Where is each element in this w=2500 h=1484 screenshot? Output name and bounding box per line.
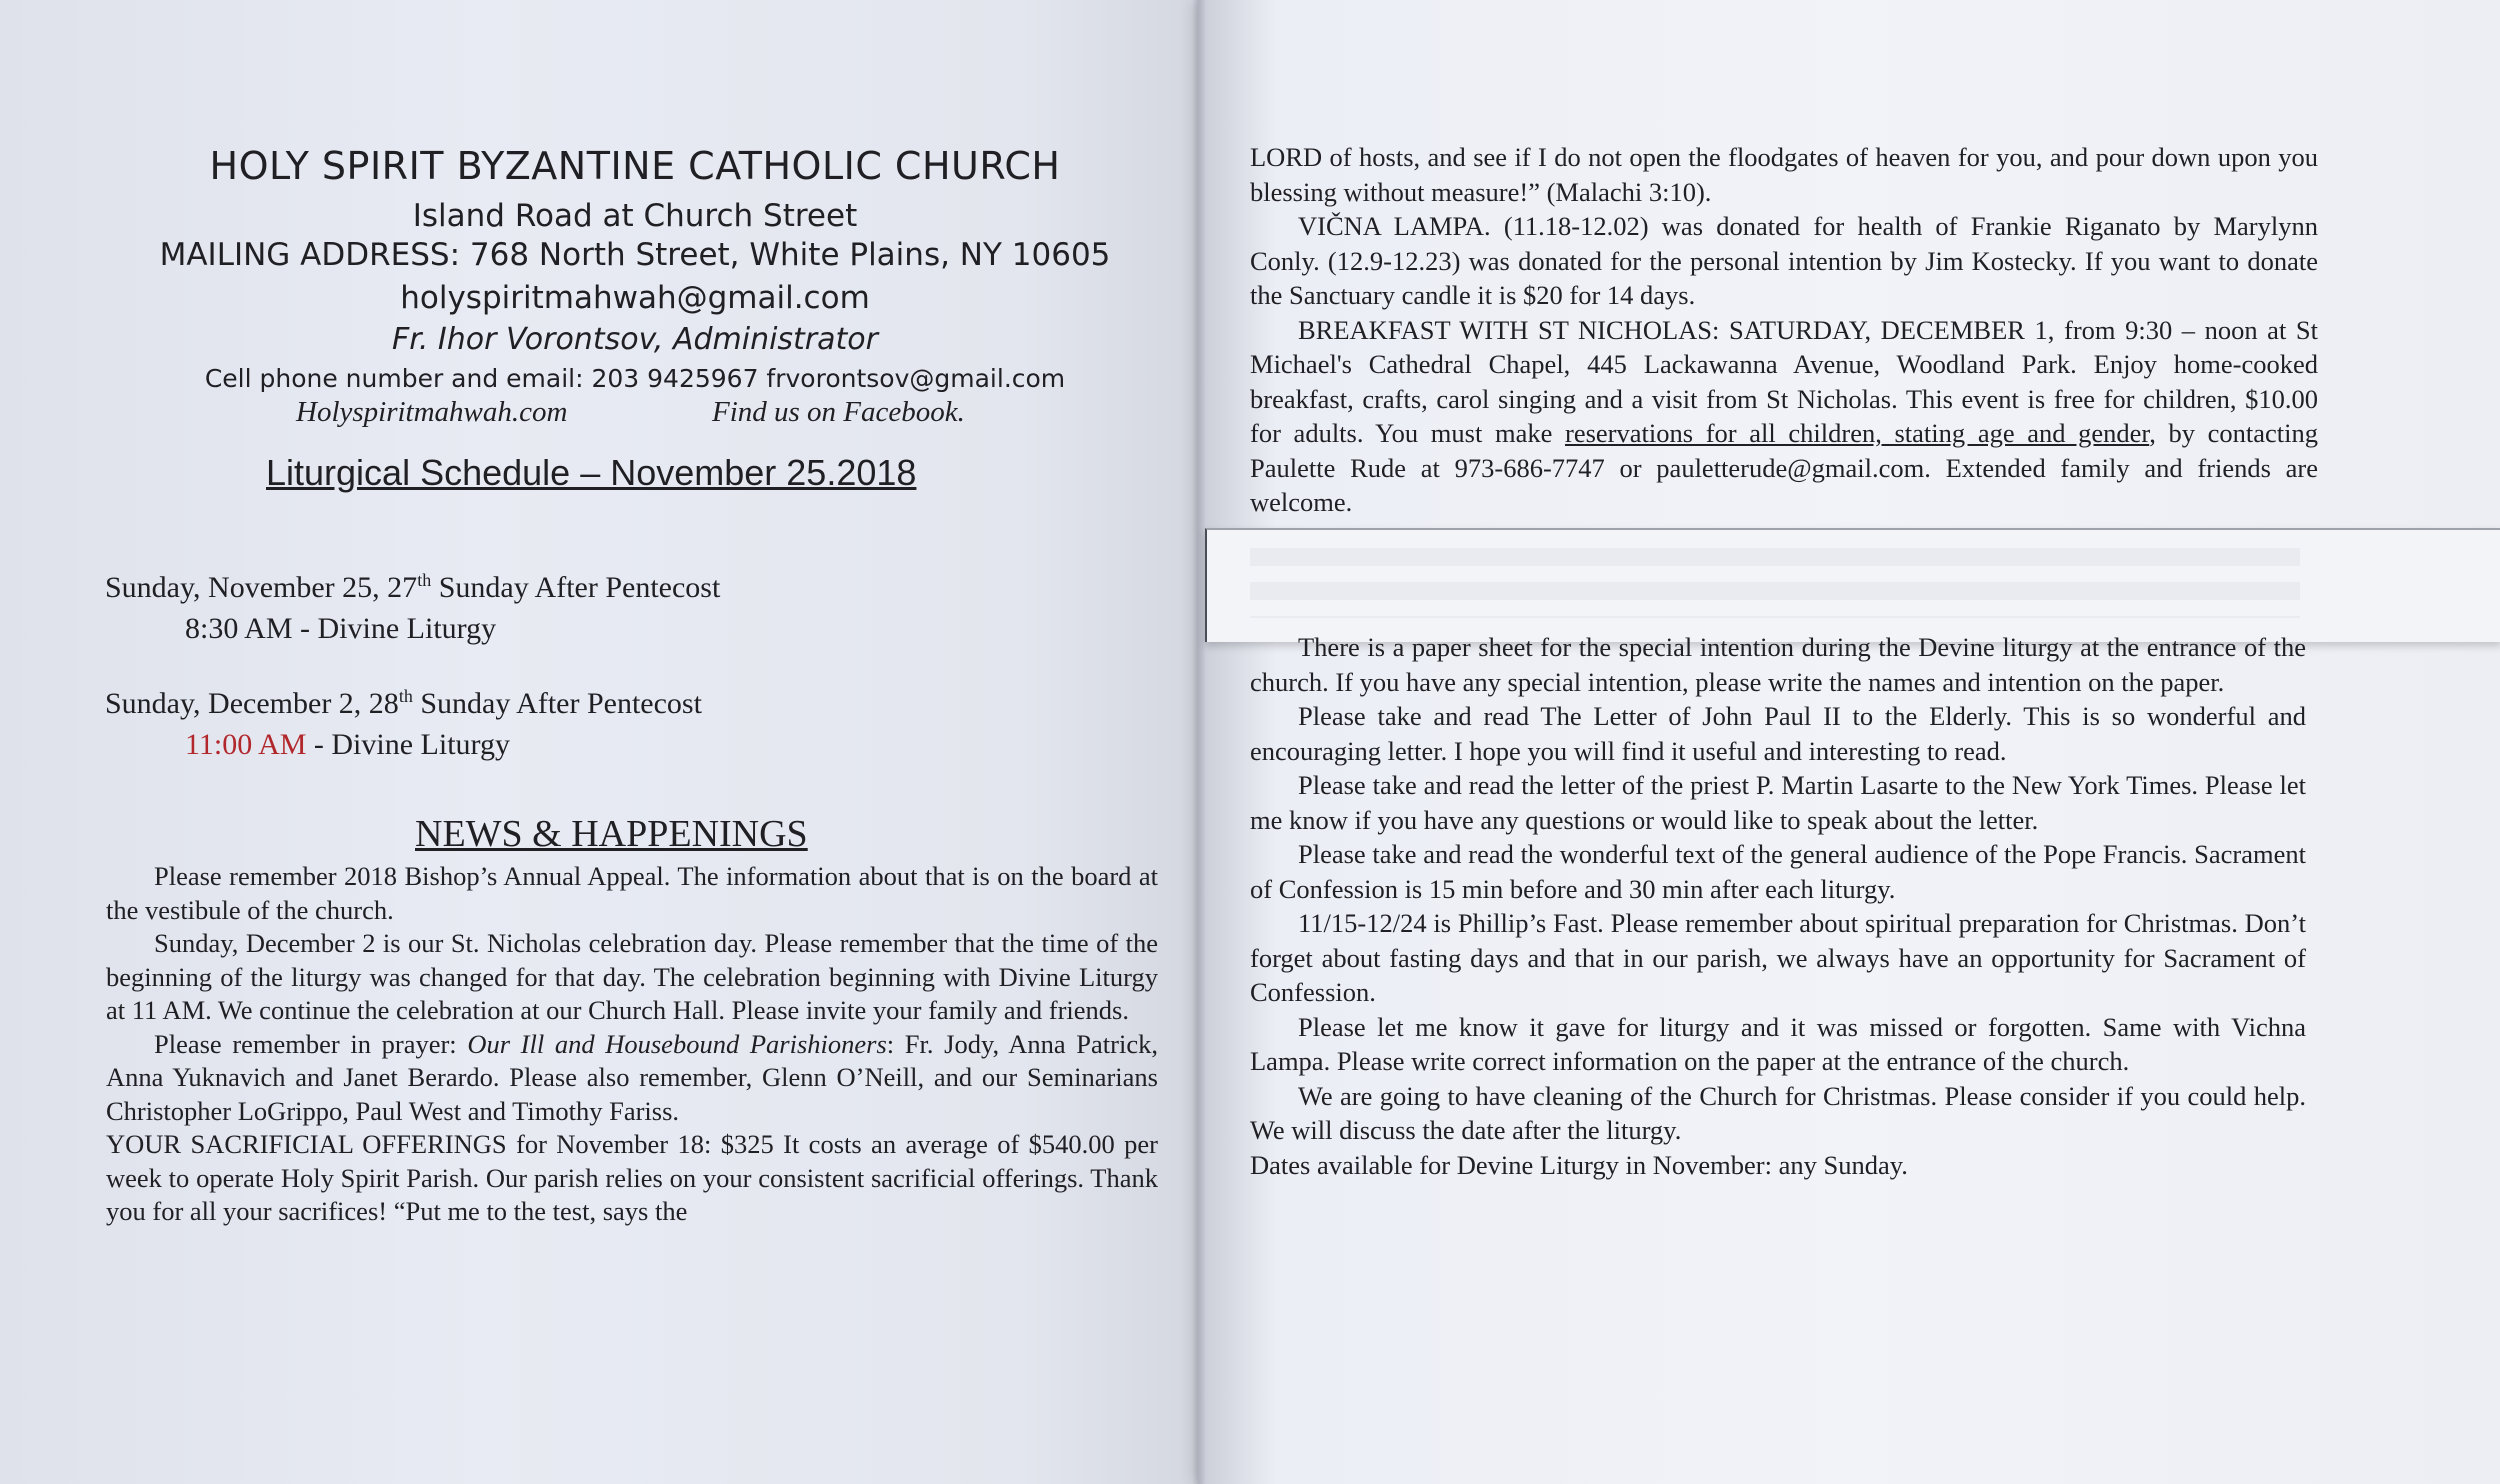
- breakfast-contact: , by contacting Paulette Rude at 973-686-7747 or pauletterude@gmail.com. Extended family and friends are welcome.: [1250, 418, 2319, 517]
- parish-email: holyspiritmahwah@gmail.com: [400, 280, 870, 316]
- continued-body: [1250, 140, 2318, 520]
- news-paragraph-st-nicholas: Sunday, December 2 is our St. Nicholas celebration day. Please remember that the time of the beginning of the liturgy was changed for that day. The celebration beginning with Divine Liturgy at 11 AM. We continue the celebration at our Church Hall. Please invite your family and friends.: [106, 928, 1158, 1025]
- lasarte-letter-paragraph: Please take and read the letter of the priest P. Martin Lasarte to the New York Times. Please let me know if you have any questions or would like to speak about the letter.: [1250, 770, 2306, 835]
- malachi-quote: LORD of hosts, and see if I do not open the floodgates of heaven for you, and pour down upon you blessing without measure!” (Malachi 3:10).: [1250, 142, 2318, 207]
- schedule-entry-2: [105, 686, 702, 721]
- schedule-service-1: [185, 612, 496, 646]
- prayer-lead: Please remember in prayer:: [154, 1028, 468, 1059]
- administrator: Fr. Ihor Vorontsov, Administrator: [392, 322, 878, 357]
- news-body: [106, 860, 1158, 1229]
- pope-francis-paragraph: Please take and read the wonderful text of the general audience of the Pope Francis. Sacrament of Confession is 15 min before and 30 min after each liturgy.: [1250, 839, 2306, 904]
- service-name: - Divine Liturgy: [306, 728, 510, 761]
- schedule-occasion: Sunday After Pentecost: [431, 571, 721, 604]
- schedule-title: Liturgical Schedule – November 25.2018: [266, 452, 917, 493]
- news-title: NEWS & HAPPENINGS: [415, 813, 808, 855]
- news-paragraph-offerings: YOUR SACRIFICIAL OFFERINGS for November 18: $325 It costs an average of $540.00 per week to operate Holy Spirit Parish. Our parish relies on your consistent sacrificial offerings. Thank you for all your sacrifices! “Put me to the test, says the: [106, 1129, 1158, 1226]
- ordinal-suffix: th: [417, 570, 432, 590]
- schedule-entry-1: [105, 570, 720, 605]
- news-paragraph-prayer: [106, 1028, 1158, 1129]
- john-paul-letter-paragraph: Please take and read The Letter of John Paul II to the Elderly. This is so wonderful and encouraging letter. I hope you will find it useful and interesting to read.: [1250, 701, 2306, 766]
- facebook-link: Find us on Facebook.: [712, 396, 965, 428]
- church-name: HOLY SPIRIT BYZANTINE CATHOLIC CHURCH: [209, 144, 1061, 188]
- breakfast-details: BREAKFAST WITH ST NICHOLAS: SATURDAY, DECEMBER 1, from 9:30 – noon at St Michael's Cathedral Chapel, 445 Lackawanna Avenue, Woodland Park. Enjoy home-cooked breakfast, crafts, carol singing and a visit from St Nicholas. This event is free for children, $10.00 for adults. You must make: [1250, 314, 2318, 448]
- service-name: - Divine Liturgy: [292, 612, 497, 645]
- mailing-address: MAILING ADDRESS: 768 North Street, White Plains, NY 10605: [159, 237, 1111, 273]
- prayer-heading: Our Ill and Housebound Parishioners: [467, 1028, 887, 1059]
- missed-liturgy-paragraph: Please let me know it gave for liturgy and it was missed or forgotten. Same with Vichna Lampa. Please write correct information on the paper at the entrance of the church.: [1250, 1011, 2306, 1076]
- news-paragraph-appeal: Please remember 2018 Bishop’s Annual Appeal. The information about that is on the board at the vestibule of the church.: [106, 861, 1158, 925]
- phillips-fast-paragraph: 11/15-12/24 is Phillip’s Fast. Please remember about spiritual preparation for Christmas. Don’t forget about fasting days and that in our parish, we always have an opportunity for Sacrament of Confession.: [1250, 908, 2306, 1007]
- bleed-through-text: [1250, 548, 2300, 618]
- breakfast-paragraph: [1250, 313, 2318, 520]
- prayer-names: : Fr. Jody, Anna Patrick, Anna Yuknavich and Janet Berardo. Please also remember, Glenn O’Neill, and our Seminarians Christopher LoGrippo, Paul West and Timothy Fariss.: [106, 1028, 1158, 1126]
- schedule-day: Sunday, November 25, 27: [105, 571, 418, 604]
- reservation-note: reservations for all children, stating age and gender: [1565, 418, 2150, 448]
- vicna-lampa-paragraph: VIČNA LAMPA. (11.18-12.02) was donated for health of Frankie Riganato by Marylynn Conly. (12.9-12.23) was donated for the personal intention by Jim Kostecky. If you want to donate the Sanctuary candle it is $20 for 14 days.: [1250, 211, 2318, 310]
- schedule-service-2: [185, 728, 510, 762]
- schedule-day: Sunday, December 2, 28: [105, 687, 399, 720]
- special-intention-paragraph: There is a paper sheet for the special intention during the Devine liturgy at the entrance of the church. If you have any special intention, please write the names and intention on the paper.: [1250, 632, 2306, 697]
- church-cleaning-paragraph: We are going to have cleaning of the Church for Christmas. Please consider if you could help. We will discuss the date after the liturgy.: [1250, 1080, 2306, 1145]
- website: Holyspiritmahwah.com: [296, 396, 568, 428]
- lower-body: [1250, 630, 2306, 1182]
- cell-contact: Cell phone number and email: 203 9425967 frvorontsov@gmail.com: [204, 364, 1066, 393]
- schedule-occasion: Sunday After Pentecost: [412, 687, 702, 720]
- service-time-highlight: 11:00 AM: [185, 728, 307, 761]
- available-dates-line: Dates available for Devine Liturgy in November: any Sunday.: [1250, 1149, 1908, 1180]
- ordinal-suffix: th: [398, 686, 413, 706]
- service-time: 8:30 AM: [185, 612, 293, 645]
- church-location: Island Road at Church Street: [412, 198, 858, 234]
